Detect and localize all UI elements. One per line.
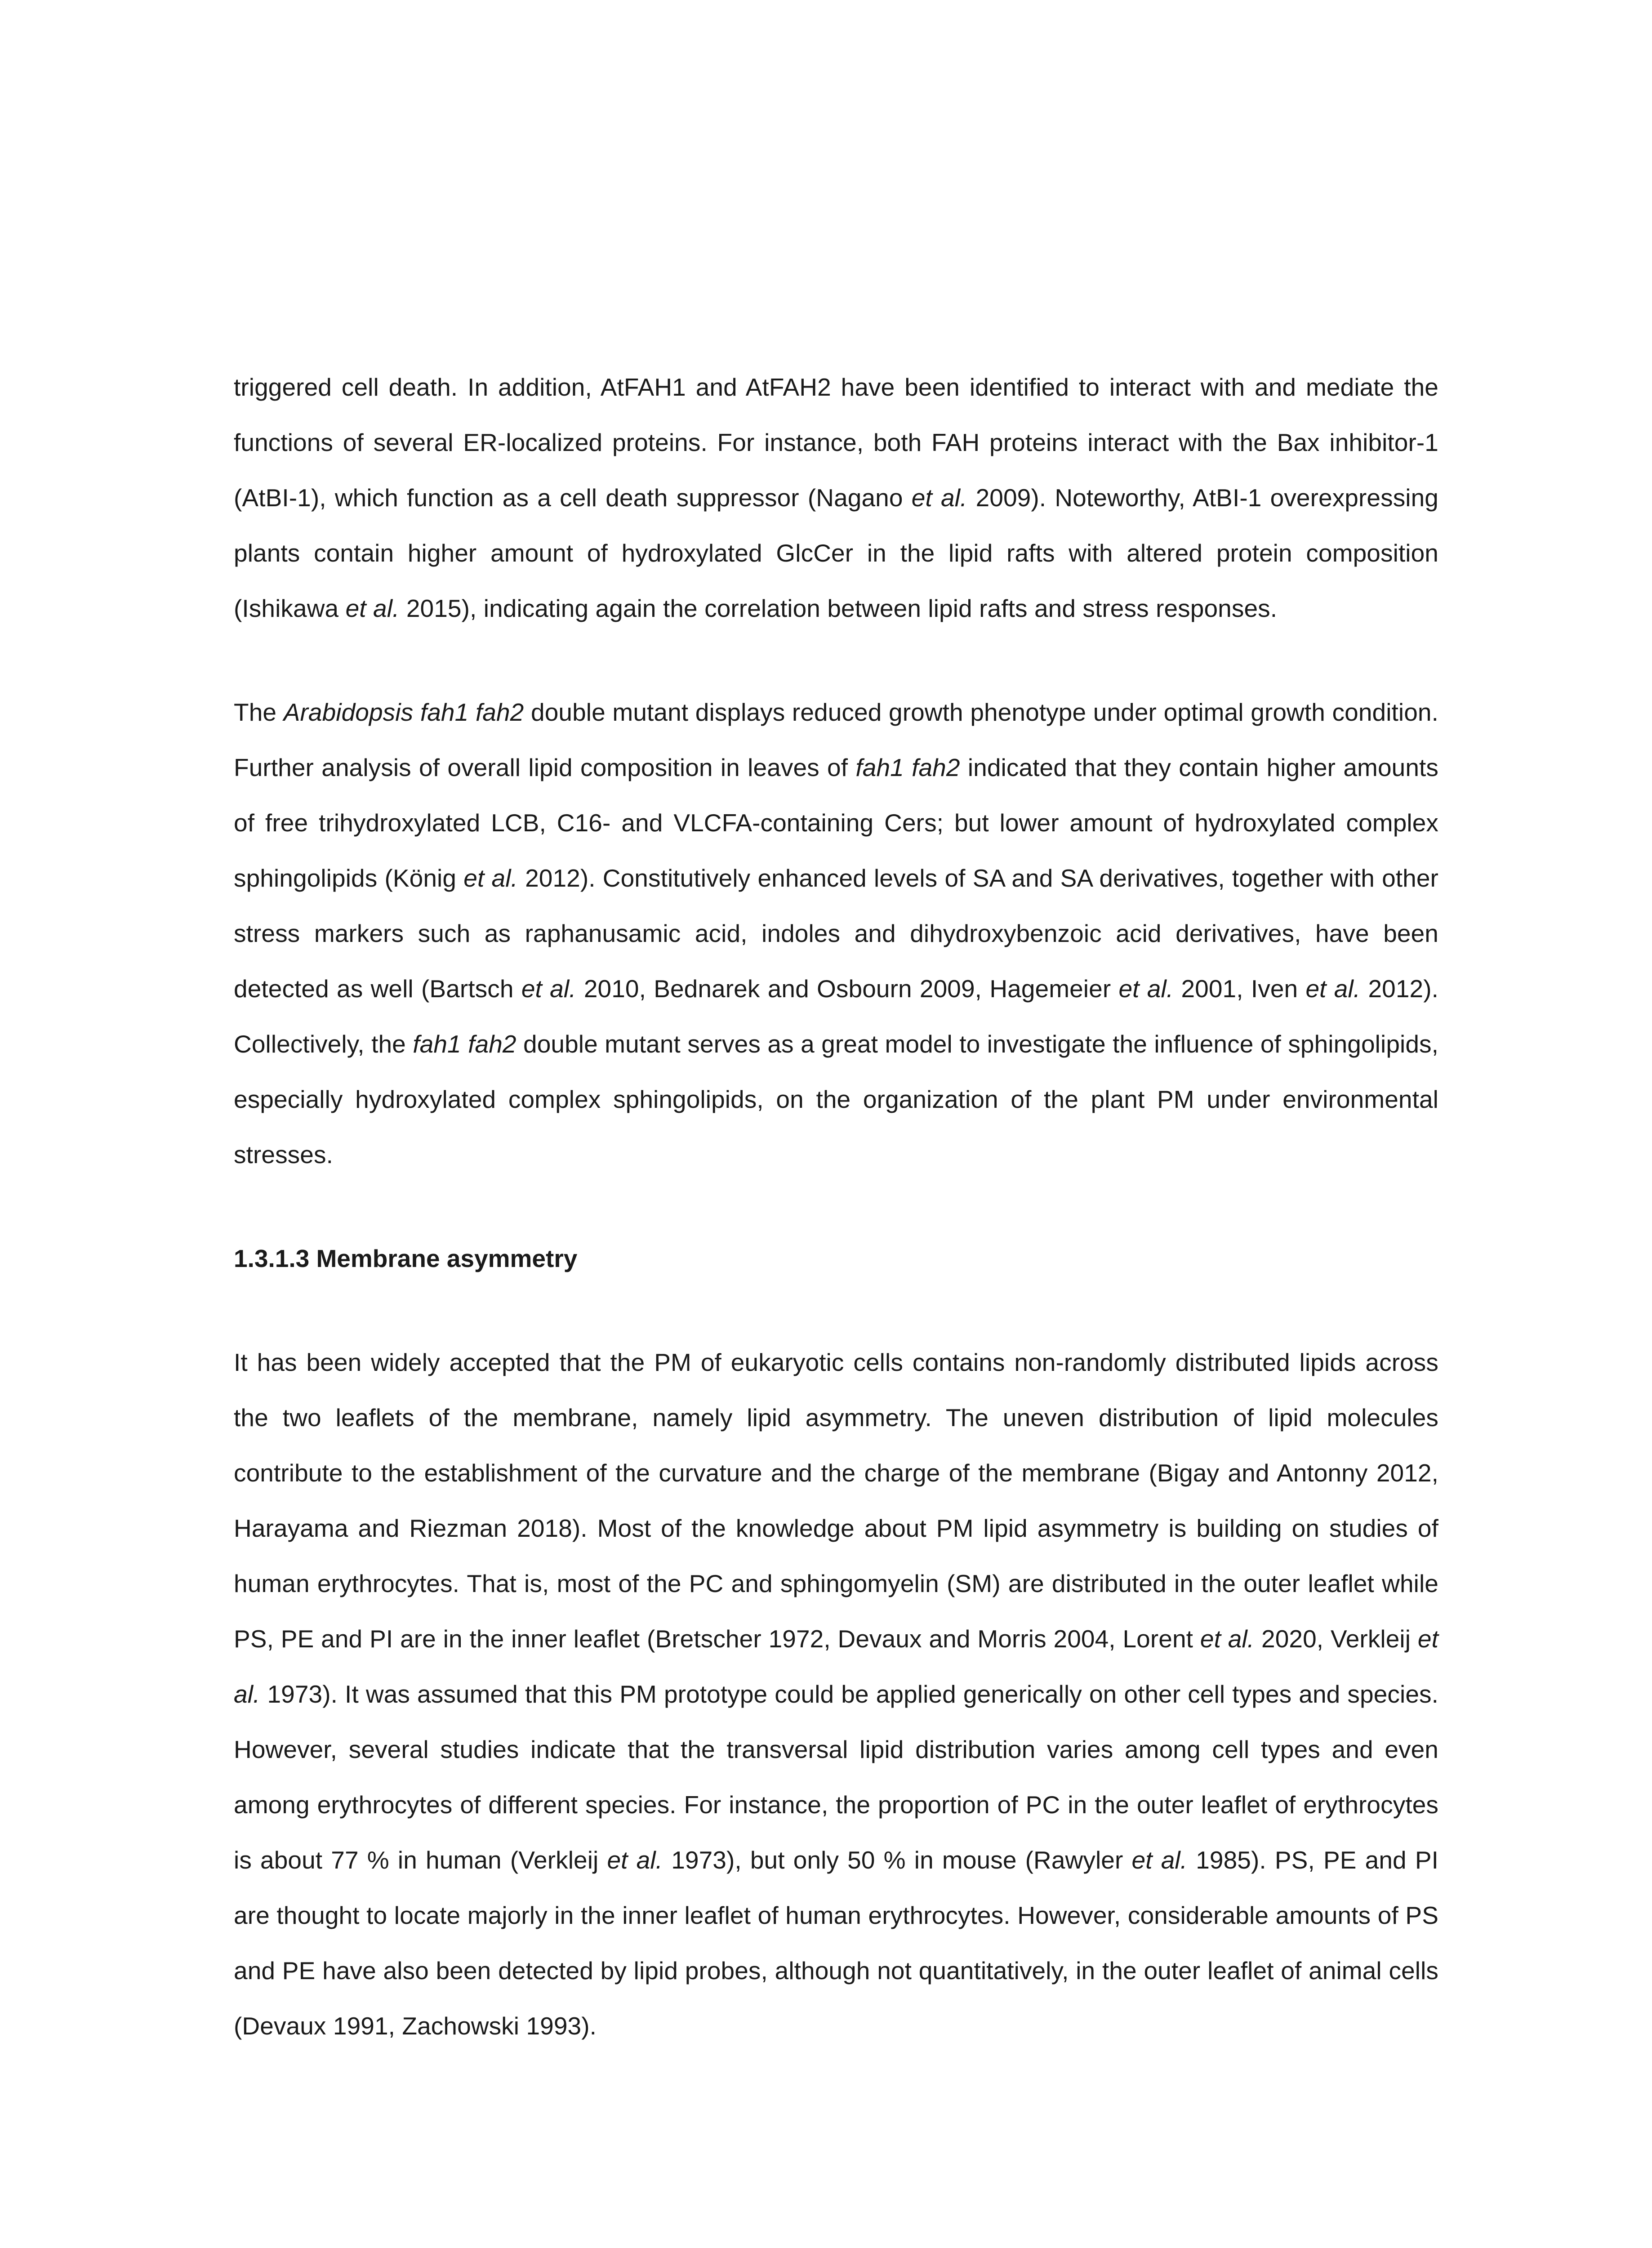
italic-text: et al. xyxy=(1200,1625,1255,1653)
italic-text: et al. xyxy=(463,864,518,892)
document-body xyxy=(234,360,1438,2102)
italic-text: et al. xyxy=(911,484,967,512)
text-run: 2001, Iven xyxy=(1173,975,1306,1003)
italic-text: et al. xyxy=(234,1625,1438,1708)
text-run: indicated that they contain higher amounts of free trihydroxylated LCB, C16- and VLCFA-containing Cers; but lower amount of hydroxylated complex sphingolipids (König xyxy=(234,754,1438,892)
text-run: 2010, Bednarek and Osbourn 2009, Hagemeier xyxy=(576,975,1119,1003)
italic-text: et al. xyxy=(345,594,400,622)
paragraph xyxy=(234,685,1438,1182)
text-run: It has been widely accepted that the PM of eukaryotic cells contains non-randomly distributed lipids across the two leaflets of the membrane, namely lipid asymmetry. The uneven distribution of lipid molecules contribute to the establishment of the curvature and the charge of the membrane (Bigay and Antonny 2012, Harayama and Riezman 2018). Most of the knowledge about PM lipid asymmetry is building on studies of human erythrocytes. That is, most of the PC and sphingomyelin (SM) are distributed in the outer leaflet while PS, PE and PI are in the inner leaflet (Bretscher 1972, Devaux and Morris 2004, Lorent xyxy=(234,1348,1438,1653)
text-run: double mutant serves as a great model to investigate the influence of sphingolipids, especially hydroxylated complex sphingolipids, on the organization of the plant PM under environmental stresses. xyxy=(234,1030,1438,1169)
text-run: 1973), but only 50 % in mouse (Rawyler xyxy=(663,1846,1132,1874)
text-run: 2020, Verkleij xyxy=(1254,1625,1418,1653)
text-block-upper xyxy=(234,360,1438,1182)
paragraph xyxy=(234,360,1438,636)
text-run: 2012). Constitutively enhanced levels of SA and SA derivatives, together with other stress markers such as raphanusamic acid, indoles and dihydroxybenzoic acid derivatives, have been detected as well (Bartsch xyxy=(234,864,1438,1003)
italic-text: et al. xyxy=(521,975,576,1003)
text-run: The xyxy=(234,698,284,726)
text-run: triggered cell death. In addition, AtFAH1 and AtFAH2 have been identified to interact with and mediate the functions of several ER-localized proteins. For instance, both FAH proteins interact with the Bax inhibitor-1 (AtBI-1), which function as a cell death suppressor (Nagano xyxy=(234,373,1438,512)
paragraph xyxy=(234,1335,1438,2054)
italic-text: fah1 fah2 xyxy=(855,754,960,781)
text-run: 2015), indicating again the correlation between lipid rafts and stress responses. xyxy=(399,594,1278,622)
text-block-lower xyxy=(234,1335,1438,2054)
text-run: 2009). Noteworthy, AtBI-1 overexpressing plants contain higher amount of hydroxylated GlcCer in the lipid rafts with altered protein composition (Ishikawa xyxy=(234,484,1438,622)
italic-text: et al. xyxy=(1131,1846,1188,1874)
text-run: 2012). Collectively, the xyxy=(234,975,1438,1058)
italic-text: et al. xyxy=(607,1846,663,1874)
italic-text: Arabidopsis fah1 fah2 xyxy=(283,698,524,726)
text-run: 1985). PS, PE and PI are thought to locate majorly in the inner leaflet of human erythrocytes. However, considerable amounts of PS and PE have also been detected by lipid probes, although not quantitatively, in the outer leaflet of animal cells (Devaux 1991, Zachowski 1993). xyxy=(234,1846,1439,2040)
text-run: 1973). It was assumed that this PM prototype could be applied generically on other cell types and species. However, several studies indicate that the transversal lipid distribution varies among cell types and even among erythrocytes of different species. For instance, the proportion of PC in the outer leaflet of erythrocytes is about 77 % in human (Verkleij xyxy=(234,1680,1438,1874)
italic-text: fah1 fah2 xyxy=(413,1030,517,1058)
italic-text: et al. xyxy=(1305,975,1361,1003)
text-run: double mutant displays reduced growth phenotype under optimal growth condition. Further analysis of overall lipid composition in leaves of xyxy=(234,698,1438,781)
section-heading: 1.3.1.3 Membrane asymmetry xyxy=(234,1244,578,1272)
italic-text: et al. xyxy=(1118,975,1174,1003)
